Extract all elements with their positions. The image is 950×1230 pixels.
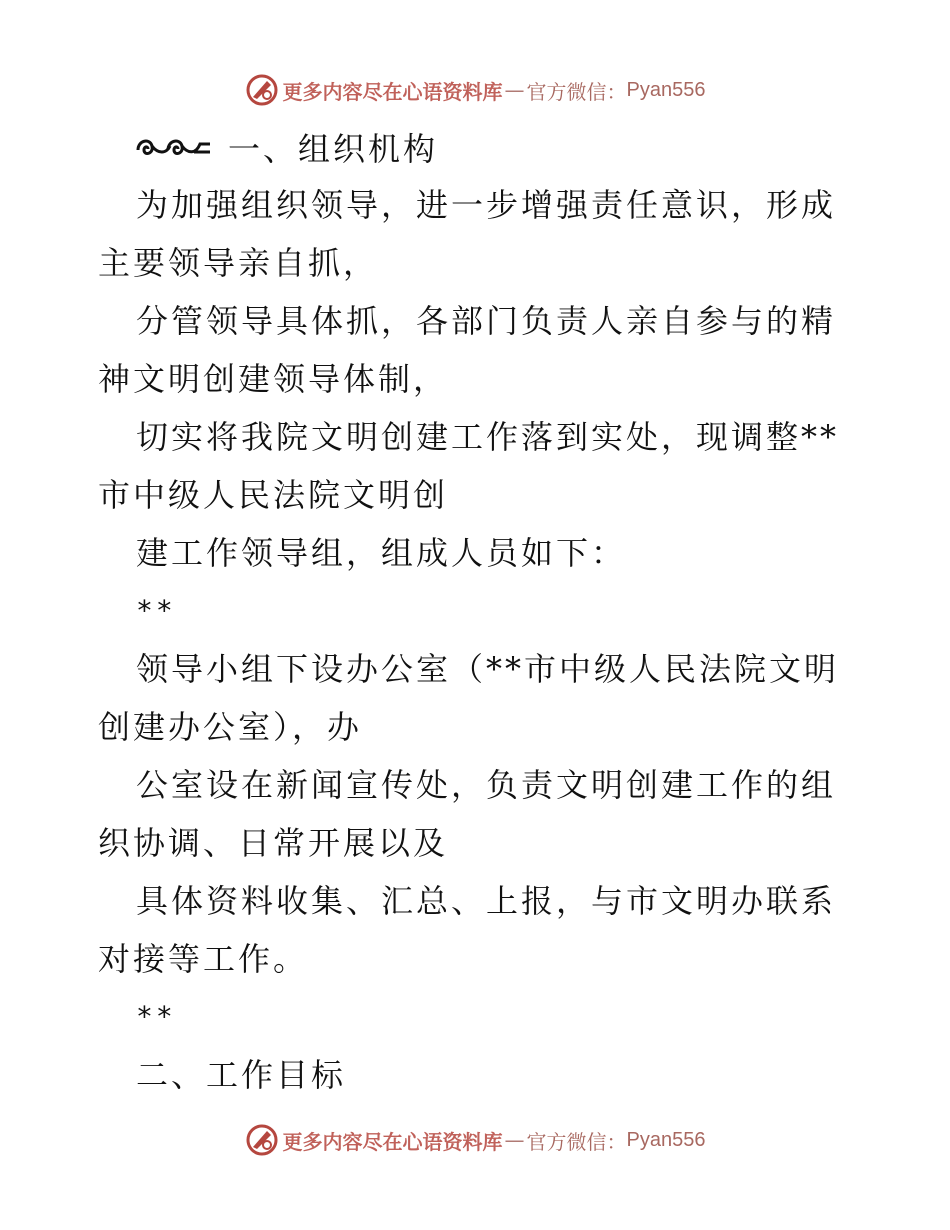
banner-separator: — bbox=[504, 78, 525, 102]
paragraph-2: 分管领导具体抓，各部门负责人亲自参与的精神文明创建领导体制， bbox=[98, 302, 837, 398]
banner-wechat-id: Pyan556 bbox=[626, 78, 706, 101]
quill-ink-logo-icon bbox=[245, 1123, 279, 1157]
paragraph-3: 切实将我院文明创建工作落到实处，现调整**市中级人民法院文明创 bbox=[98, 418, 840, 514]
paragraph-6: 公室设在新闻宣传处，负责文明创建工作的组织协调、日常开展以及 bbox=[98, 766, 837, 862]
banner-separator: — bbox=[504, 1128, 525, 1152]
quill-ink-logo-icon bbox=[245, 73, 279, 107]
footer-banner bbox=[0, 1120, 950, 1160]
paragraph-5: 领导小组下设办公室（**市中级人民法院文明创建办公室），办 bbox=[98, 650, 840, 746]
heading-text: 一、组织机构 bbox=[228, 130, 439, 168]
header-banner bbox=[0, 70, 950, 110]
banner-wechat-label: 官方微信： bbox=[526, 79, 627, 104]
paragraph-7: 具体资料收集、汇总、上报，与市文明办联系对接等工作。 bbox=[98, 882, 837, 978]
banner-wechat-id: Pyan556 bbox=[626, 1128, 706, 1151]
paragraph-1: 为加强组织领导，进一步增强责任意识，形成主要领导亲自抓， bbox=[98, 186, 837, 282]
placeholder-stars-2: ** bbox=[136, 1000, 176, 1033]
banner-site-name: 更多内容尽在心语资料库 bbox=[282, 79, 503, 104]
banner-wechat-label: 官方微信： bbox=[526, 1129, 627, 1154]
placeholder-stars-1: ** bbox=[136, 594, 176, 627]
paragraph-4: 建工作领导组，组成人员如下： bbox=[136, 534, 627, 572]
section-heading-1 bbox=[98, 118, 858, 176]
section-heading-2: 二、工作目标 bbox=[136, 1056, 347, 1094]
banner-site-name: 更多内容尽在心语资料库 bbox=[282, 1129, 503, 1154]
document-body bbox=[98, 118, 858, 1104]
scroll-ornament-icon bbox=[134, 132, 214, 162]
